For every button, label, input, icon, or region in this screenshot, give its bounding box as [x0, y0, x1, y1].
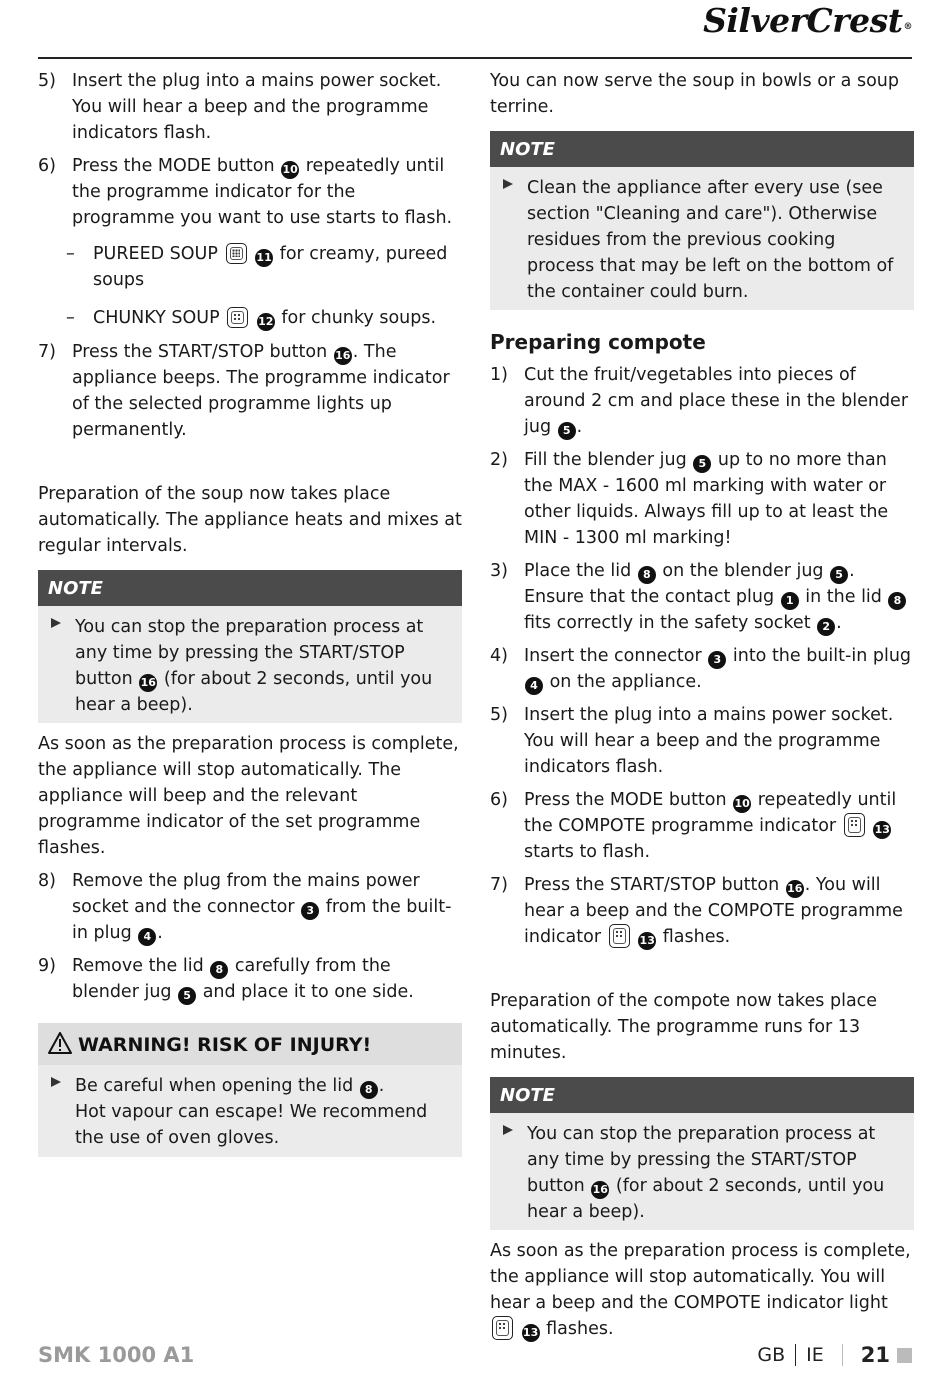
warning-box: WARNING! RISK OF INJURY! Be careful when opening the lid 8 . Hot vapour can escape! We recommend the use of oven gloves. — [38, 1023, 462, 1157]
arrow-bullet-icon — [503, 1125, 513, 1135]
page-number: 21 — [860, 1343, 890, 1367]
step-5-compote: 5) Insert the plug into a mains power socket. You will hear a beep and the programme indicators flash. — [490, 705, 894, 777]
warning-triangle-icon — [48, 1032, 72, 1054]
callout-number: 2 — [817, 618, 835, 636]
compote-preparation-text: Preparation of the compote now takes place automatically. The programme runs for 13 minutes. — [490, 991, 878, 1063]
callout-number: 10 — [281, 161, 299, 179]
callout-number: 11 — [255, 249, 273, 267]
note-box-cleaning: NOTE Clean the appliance after every use (see section "Cleaning and care"). Otherwise residues from the previous cooking process that may be left on the bottom of the container could burn. — [490, 131, 914, 310]
note-title: NOTE — [490, 131, 914, 167]
callout-number: 3 — [301, 902, 319, 920]
note-box-stop: NOTE You can stop the preparation process at any time by pressing the START/STOP button 16 (for about 2 seconds, until you hear a beep). — [38, 570, 462, 723]
arrow-bullet-icon — [51, 1077, 61, 1087]
callout-number: 8 — [360, 1081, 378, 1099]
step-6-soup: 6) Press the MODE button 10 repeatedly until the programme indicator for the programme you want to use starts to flash. — [38, 156, 453, 228]
arrow-bullet-icon — [503, 179, 513, 189]
callout-number: 5 — [178, 987, 196, 1005]
callout-number: 13 — [638, 932, 656, 950]
divider — [842, 1344, 843, 1366]
chunky-soup-icon — [227, 307, 248, 328]
callout-number: 12 — [257, 313, 275, 331]
callout-number: 4 — [138, 928, 156, 946]
page-footer — [757, 1342, 912, 1368]
chunky-soup-item: – CHUNKY SOUP 12 for chunky soups. — [38, 305, 462, 331]
step-6-compote: 6) Press the MODE button 10 repeatedly until the COMPOTE programme indicator 13 starts to flash. — [490, 790, 897, 862]
step-1-compote: 1) Cut the fruit/vegetables into pieces of around 2 cm and place these in the blender jug 5 . — [490, 362, 914, 440]
callout-number: 13 — [873, 821, 891, 839]
step-7-soup: 7) Press the START/STOP button 16 . The appliance beeps. The programme indicator of the selected programme lights up permanently. — [38, 342, 450, 440]
arrow-bullet-icon — [51, 618, 61, 628]
pureed-soup-icon — [226, 243, 247, 264]
language-gb: GB — [757, 1344, 786, 1366]
warning-title: WARNING! RISK OF INJURY! — [38, 1023, 462, 1065]
callout-number: 16 — [334, 347, 352, 365]
compote-icon — [609, 924, 630, 948]
callout-number: 3 — [708, 651, 726, 669]
callout-number: 16 — [591, 1181, 609, 1199]
divider — [795, 1344, 796, 1366]
serve-soup-text: You can now serve the soup in bowls or a soup terrine. — [490, 71, 899, 117]
compote-icon — [492, 1316, 513, 1340]
left-column — [38, 68, 462, 1165]
step-4-compote: 4) Insert the connector 3 into the built-in plug 4 on the appliance. — [490, 643, 914, 695]
callout-number: 8 — [210, 961, 228, 979]
callout-number: 13 — [522, 1324, 540, 1342]
compote-completion-text: As soon as the preparation process is complete, the appliance will stop automatically. You will hear a beep and the COMPOTE indicator light 13 flashes. — [490, 1238, 914, 1342]
step-3-compote: 3) Place the lid 8 on the blender jug 5 . Ensure that the contact plug 1 in the lid 8 fits correctly in the safety socket 2 . — [490, 558, 914, 636]
note-title: NOTE — [38, 570, 462, 606]
right-column — [490, 68, 914, 1349]
section-heading: Preparing compote — [490, 330, 706, 354]
step-5-soup: 5) Insert the plug into a mains power socket. You will hear a beep and the programme indicators flash. — [38, 71, 442, 143]
pureed-soup-item: – PUREED SOUP 11 for creamy, pureed soups — [66, 244, 448, 290]
step-8-soup: 8) Remove the plug from the mains power socket and the connector 3 from the built-in plug 4 . — [38, 868, 462, 946]
note-box-stop-compote: NOTE You can stop the preparation process at any time by pressing the START/STOP button 16 (for about 2 seconds, until you hear a beep). — [490, 1077, 914, 1230]
model-number: SMK 1000 A1 — [38, 1343, 195, 1367]
step-9-soup: 9) Remove the lid 8 carefully from the blender jug 5 and place it to one side. — [38, 953, 462, 1005]
callout-number: 4 — [525, 677, 543, 695]
brand-logo: SilverCrest® — [703, 1, 912, 40]
callout-number: 5 — [558, 422, 576, 440]
callout-number: 16 — [139, 674, 157, 692]
callout-number: 10 — [733, 795, 751, 813]
callout-number: 16 — [786, 880, 804, 898]
note-title: NOTE — [490, 1077, 914, 1113]
step-2-compote: 2) Fill the blender jug 5 up to no more than the MAX - 1600 ml marking with water or other liquids. Always fill up to at least the MIN - 1300 ml marking! — [490, 450, 889, 548]
callout-number: 8 — [638, 566, 656, 584]
compote-icon — [844, 813, 865, 837]
step-7-compote: 7) Press the START/STOP button 16 . You will hear a beep and the COMPOTE programme indicator 13 flashes. — [490, 872, 914, 950]
callout-number: 1 — [781, 592, 799, 610]
page-marker-square — [897, 1348, 912, 1363]
soup-preparation-text: Preparation of the soup now takes place automatically. The appliance heats and mixes at regular intervals. — [38, 484, 462, 556]
callout-number: 5 — [830, 566, 848, 584]
callout-number: 8 — [888, 592, 906, 610]
header-rule — [38, 57, 912, 59]
completion-text: As soon as the preparation process is complete, the appliance will stop automatically. The appliance will beep and the relevant programme indicator of the set programme flashes. — [38, 734, 459, 858]
language-ie: IE — [806, 1344, 824, 1366]
callout-number: 5 — [693, 455, 711, 473]
